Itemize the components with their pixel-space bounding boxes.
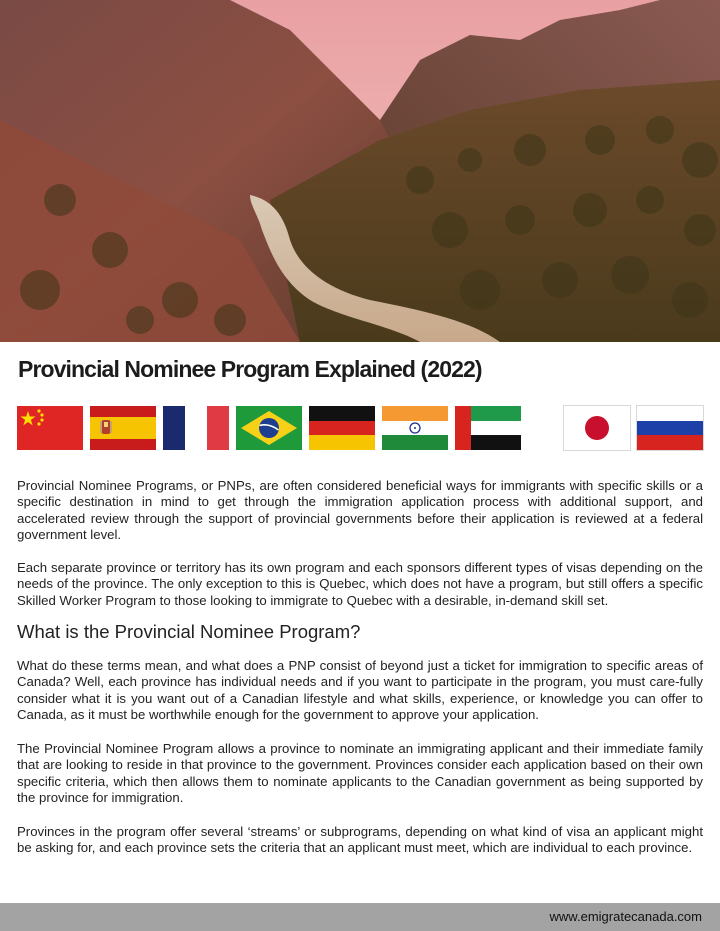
footer-url: www.emigratecanada.com bbox=[549, 909, 702, 924]
germany-flag-icon bbox=[309, 406, 375, 450]
china-flag-icon bbox=[17, 406, 83, 450]
hero-landscape-image bbox=[0, 0, 720, 342]
uae-flag-icon bbox=[455, 406, 521, 450]
footer-bar bbox=[0, 903, 720, 931]
section-paragraph-3: Provinces in the program offer several ‘streams’ or subprograms, depending on what kind of visa an applicant might be asking for, and each province sets the criteria that an applicant must meet, which are individual to each province. bbox=[17, 824, 703, 856]
section-paragraph-2: The Provincial Nominee Program allows a province to nominate an immigrating applicant and their immediate family that are looking to reside in that province to the government. Provinces consider each application based on their own specific criteria, which then allows them to nominate applicants to the Canadian government as being supported by the province for immigration. bbox=[17, 741, 703, 806]
page-title: Provincial Nominee Program Explained (2022) bbox=[18, 356, 482, 382]
spain-flag-icon bbox=[90, 406, 156, 450]
flag-row bbox=[17, 406, 703, 452]
brazil-flag-icon bbox=[236, 406, 302, 450]
japan-flag-icon bbox=[564, 406, 630, 450]
intro-paragraph-1: Provincial Nominee Programs, or PNPs, are often considered beneficial ways for immigrants with specific skills or a specific destination in mind to get through the immigration application process with additional support, and accelerated review through the support of provincial governments before their application is reviewed at a federal government level. bbox=[17, 478, 703, 543]
india-flag-icon bbox=[382, 406, 448, 450]
section-heading: What is the Provincial Nominee Program? bbox=[17, 621, 361, 642]
russia-flag-icon bbox=[637, 406, 703, 450]
intro-paragraph-2: Each separate province or territory has its own program and each sponsors different types of visas depending on the needs of the province. The only exception to this is Quebec, which does not have a program, but still offers a specific Skilled Worker Program to those looking to immigrate to Quebec with a desirable, in-demand skill set. bbox=[17, 560, 703, 608]
france-flag-icon bbox=[163, 406, 229, 450]
section-paragraph-1: What do these terms mean, and what does a PNP consist of beyond just a ticket for immigration to specific areas of Canada? Well, each province has individual needs and if you want to participate in the program, you must care-fully consider what it is you want out of a Canadian lifestyle and what skills, experience, or knowledge you can offer to Canada, as it must be worthwhile enough for the government to approve your application. bbox=[17, 658, 703, 723]
